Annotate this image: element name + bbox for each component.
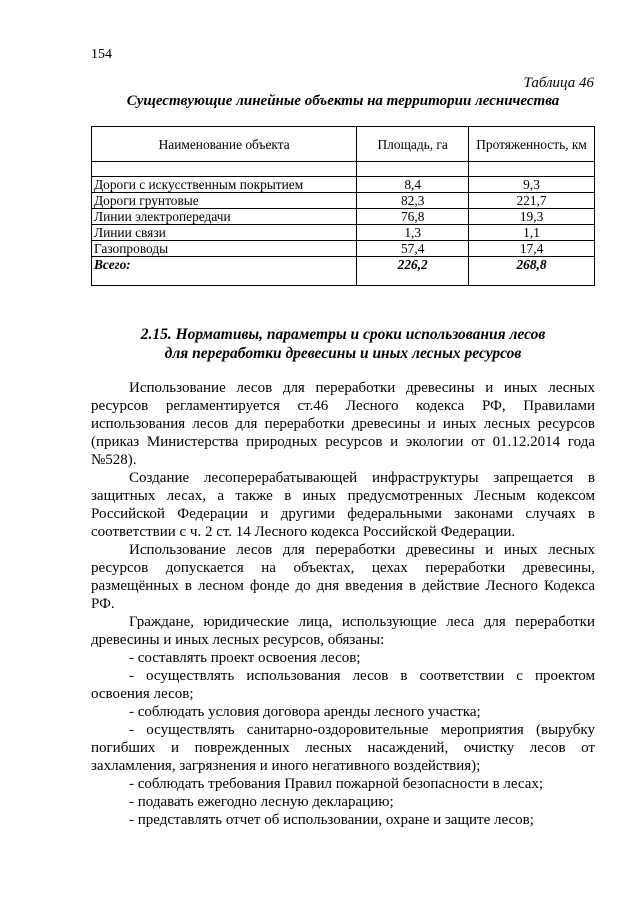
header-length: Протяженность, км xyxy=(469,127,595,162)
section-body xyxy=(91,379,595,829)
paragraph: Использование лесов для переработки древесины и иных лесных ресурсов допускается на объектах, цехах переработки древесины, размещённых в лесном фонде до дня введения в действие Лесного Кодекса РФ. xyxy=(91,542,595,612)
total-label: Всего: xyxy=(92,257,357,286)
row-length: 221,7 xyxy=(469,193,595,209)
list-item: - подавать ежегодно лесную декларацию; xyxy=(129,794,394,810)
header-area: Площадь, га xyxy=(357,127,469,162)
row-length: 9,3 xyxy=(469,177,595,193)
list-item: - осуществлять санитарно-оздоровительные мероприятия (вырубку погибших и поврежденных лесных насаждений, очистку лесов от захламления, загрязнения и иного негативного воздействия); xyxy=(91,722,595,774)
list-item: - соблюдать условия договора аренды лесного участка; xyxy=(129,704,481,720)
table-row xyxy=(92,225,595,241)
total-length: 268,8 xyxy=(469,257,595,286)
paragraph: Создание лесоперерабатывающей инфраструктуры запрещается в защитных лесах, а также в иных предусмотренных Лесным кодексом Российской Федерации и другими федеральными законами случаях в соответствии с ч. 2 ст. 14 Лесного кодекса Российской Федерации. xyxy=(91,470,595,540)
row-area: 76,8 xyxy=(357,209,469,225)
page-number: 154 xyxy=(91,47,112,62)
table-total-row xyxy=(92,257,595,286)
row-name: Дороги с искусственным покрытием xyxy=(92,177,357,193)
list-item: - соблюдать требования Правил пожарной безопасности в лесах; xyxy=(129,776,544,792)
section-heading-line: 2.15. Нормативы, параметры и сроки использования лесов xyxy=(140,326,546,343)
row-name: Линии связи xyxy=(92,225,357,241)
linear-objects-table xyxy=(91,126,595,286)
table-row xyxy=(92,177,595,193)
list-item: - осуществлять использования лесов в соответствии с проектом освоения лесов; xyxy=(91,668,595,702)
table-spacer-row xyxy=(92,162,595,177)
row-name: Газопроводы xyxy=(92,241,357,257)
total-area: 226,2 xyxy=(357,257,469,286)
table-row xyxy=(92,193,595,209)
row-area: 1,3 xyxy=(357,225,469,241)
paragraph: Использование лесов для переработки древесины и иных лесных ресурсов регламентируется ст.46 Лесного кодекса РФ, Правилами использования лесов для переработки древесины и иных лесных ресурсов (приказ Министерства природных ресурсов и экологии от 01.12.2014 года №528). xyxy=(91,380,595,468)
row-length: 1,1 xyxy=(469,225,595,241)
table-row xyxy=(92,241,595,257)
row-area: 82,3 xyxy=(357,193,469,209)
row-length: 17,4 xyxy=(469,241,595,257)
row-area: 8,4 xyxy=(357,177,469,193)
row-length: 19,3 xyxy=(469,209,595,225)
section-heading-line: для переработки древесины и иных лесных ресурсов xyxy=(164,345,522,362)
row-name: Дороги грунтовые xyxy=(92,193,357,209)
table-label: Таблица 46 xyxy=(523,75,594,91)
table-header-row xyxy=(92,127,595,162)
paragraph: Граждане, юридические лица, использующие леса для переработки древесины и иных лесных ресурсов, обязаны: xyxy=(91,614,595,648)
list-item: - составлять проект освоения лесов; xyxy=(129,650,361,666)
header-object-name: Наименование объекта xyxy=(92,127,357,162)
row-name: Линии электропередачи xyxy=(92,209,357,225)
section-heading xyxy=(91,325,595,363)
table-row xyxy=(92,209,595,225)
row-area: 57,4 xyxy=(357,241,469,257)
list-item: - представлять отчет об использовании, охране и защите лесов; xyxy=(129,812,534,828)
table-title: Существующие линейные объекты на территории лесничества xyxy=(126,93,560,109)
